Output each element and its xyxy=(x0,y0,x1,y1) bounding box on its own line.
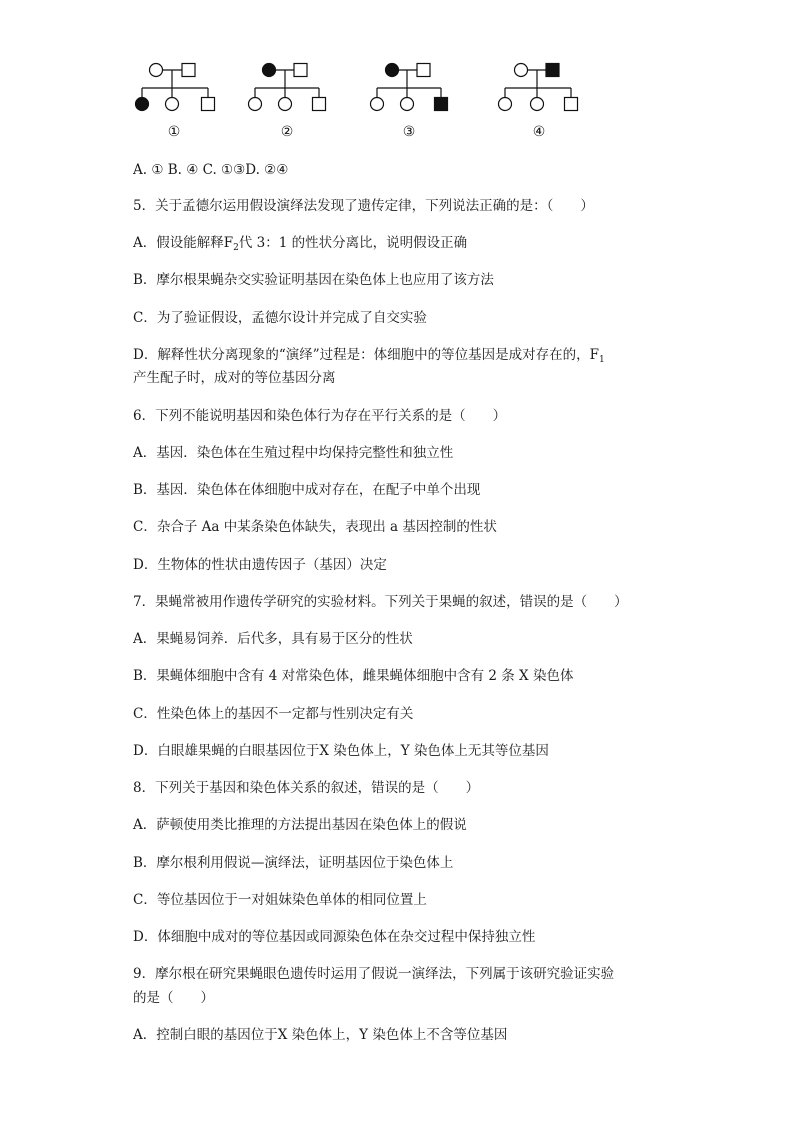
child-female xyxy=(249,98,262,111)
q6-option-c: C．杂合子 Aa 中某条染色体缺失，表现出 a 基因控制的性状 xyxy=(133,519,497,535)
child-male xyxy=(313,98,326,111)
q8-option-b: B．摩尔根利用假说—演绎法，证明基因位于染色体上 xyxy=(133,855,454,871)
parent-female-affected xyxy=(386,64,399,77)
parent-female-affected xyxy=(263,64,276,77)
child-female xyxy=(401,98,414,111)
child-female xyxy=(279,98,292,111)
q5-option-d: D．解释性状分离现象的“演绎”过程是：体细胞中的等位基因是成对存在的，$F_1$ xyxy=(133,347,605,365)
parent-male xyxy=(417,64,430,77)
parent-female xyxy=(150,64,163,77)
q7-stem: 7．果蝇常被用作遗传学研究的实验材料。下列关于果蝇的叙述，错误的是（ ） xyxy=(133,594,628,610)
parent-male-affected xyxy=(546,64,559,77)
child-male-affected xyxy=(435,98,448,111)
q8-option-a: A．萨顿使用类比推理的方法提出基因在染色体上的假说 xyxy=(133,817,467,833)
pedigree-diagrams xyxy=(130,52,600,152)
child-female xyxy=(166,98,179,111)
q6-stem: 6．下列不能说明基因和染色体行为存在平行关系的是（ ） xyxy=(133,408,507,424)
q9-option-a: A．控制白眼的基因位于X 染色体上，Y 染色体上不含等位基因 xyxy=(133,1027,508,1043)
parent-female xyxy=(515,64,528,77)
q5-option-d-cont: 产生配子时，成对的等位基因分离 xyxy=(133,370,336,386)
q6-option-b: B．基因．染色体在体细胞中成对存在，在配子中单个出现 xyxy=(133,482,481,498)
q8-option-d: D．体细胞中成对的等位基因或同源染色体在杂交过程中保持独立性 xyxy=(133,929,536,945)
child-female xyxy=(371,98,384,111)
pedigree-label: ① xyxy=(167,124,181,140)
q8-option-c: C．等位基因位于一对姐妹染色单体的相同位置上 xyxy=(133,892,427,908)
pedigree-2 xyxy=(249,64,326,111)
q9-stem-cont: 的是（ ） xyxy=(133,990,214,1006)
q5-stem: 5．关于孟德尔运用假设演绎法发现了遗传定律，下列说法正确的是：（ ） xyxy=(133,198,594,214)
q9-stem: 9．摩尔根在研究果蝇眼色遗传时运用了假说一演绎法，下列属于该研究验证实验 xyxy=(133,966,615,982)
child-male xyxy=(202,98,215,111)
q7-option-d: D．白眼雄果蝇的白眼基因位于X 染色体上，Y 染色体上无其等位基因 xyxy=(133,743,549,759)
pedigree-4 xyxy=(499,64,578,111)
q5-option-b: B．摩尔根果蝇杂交实验证明基因在染色体上也应用了该方法 xyxy=(133,272,494,288)
q5-option-a: A．假设能解释$F_2$代 3：1 的性状分离比，说明假设正确 xyxy=(133,235,468,253)
q6-option-a: A．基因．染色体在生殖过程中均保持完整性和独立性 xyxy=(133,445,454,461)
q4-options: A. ① B. ④ C. ①③D. ②④ xyxy=(133,162,289,178)
parent-male xyxy=(182,64,195,77)
q7-option-c: C．性染色体上的基因不一定都与性别决定有关 xyxy=(133,706,414,722)
pedigree-label: ④ xyxy=(532,124,546,140)
q8-stem: 8．下列关于基因和染色体关系的叙述，错误的是（ ） xyxy=(133,780,480,796)
child-female xyxy=(499,98,512,111)
pedigree-3 xyxy=(371,64,448,111)
child-female xyxy=(531,98,544,111)
child-male xyxy=(565,98,578,111)
pedigree-label: ③ xyxy=(402,124,416,140)
child-female-affected xyxy=(136,98,149,111)
q6-option-d: D．生物体的性状由遗传因子（基因）决定 xyxy=(133,557,387,573)
pedigree-label: ② xyxy=(280,124,294,140)
q7-option-a: A．果蝇易饲养．后代多，具有易于区分的性状 xyxy=(133,631,413,647)
q5-option-c: C．为了验证假设，孟德尔设计并完成了自交实验 xyxy=(133,310,427,326)
q7-option-b: B．果蝇体细胞中含有 4 对常染色体，雌果蝇体细胞中含有 2 条 X 染色体 xyxy=(133,668,574,684)
parent-male xyxy=(294,64,307,77)
pedigree-1 xyxy=(136,64,215,111)
